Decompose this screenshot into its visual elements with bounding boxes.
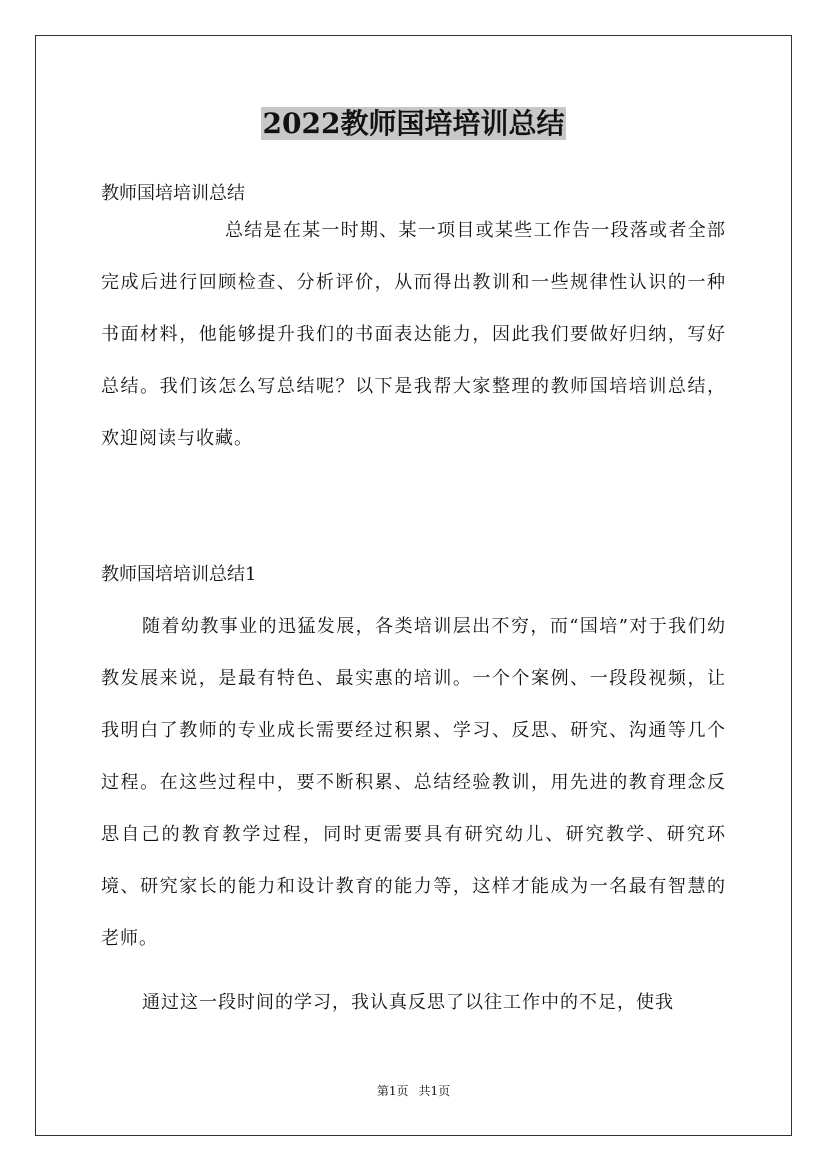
page-footer <box>0 1083 827 1099</box>
document-subtitle: 教师国培培训总结 <box>101 183 245 204</box>
section-heading: 教师国培培训总结1 <box>101 564 257 585</box>
intro-paragraph: 总结是在某一时期、某一项目或某些工作告一段落或者全部完成后进行回顾检查、分析评价，从而得出教训和一些规律性认识的一种书面材料，他能够提升我们的书面表达能力，因此我们要做好归纳，写好总结。我们该怎么写总结呢？以下是我帮大家整理的教师国培培训总结，欢迎阅读与收藏。 <box>101 220 726 449</box>
document-title-text: 2022教师国培培训总结 <box>262 107 565 140</box>
body-paragraph-2: 通过这一段时间的学习，我认真反思了以往工作中的不足，使我 <box>142 992 674 1013</box>
page-total: 共1页 <box>418 1084 451 1098</box>
page-number: 第1页 <box>376 1084 409 1098</box>
body-paragraph-1: 随着幼教事业的迅猛发展，各类培训层出不穷，而“国培”对于我们幼教发展来说，是最有特色、最实惠的培训。一个个案例、一段段视频，让我明白了教师的专业成长需要经过积累、学习、反思、研究、沟通等几个过程。在这些过程中，要不断积累、总结经验教训，用先进的教育理念反思自己的教育教学过程，同时更需要具有研究幼儿、研究教学、研究环境、研究家长的能力和设计教育的能力等，这样才能成为一名最有智慧的老师。 <box>101 616 726 949</box>
document-title <box>0 102 827 146</box>
